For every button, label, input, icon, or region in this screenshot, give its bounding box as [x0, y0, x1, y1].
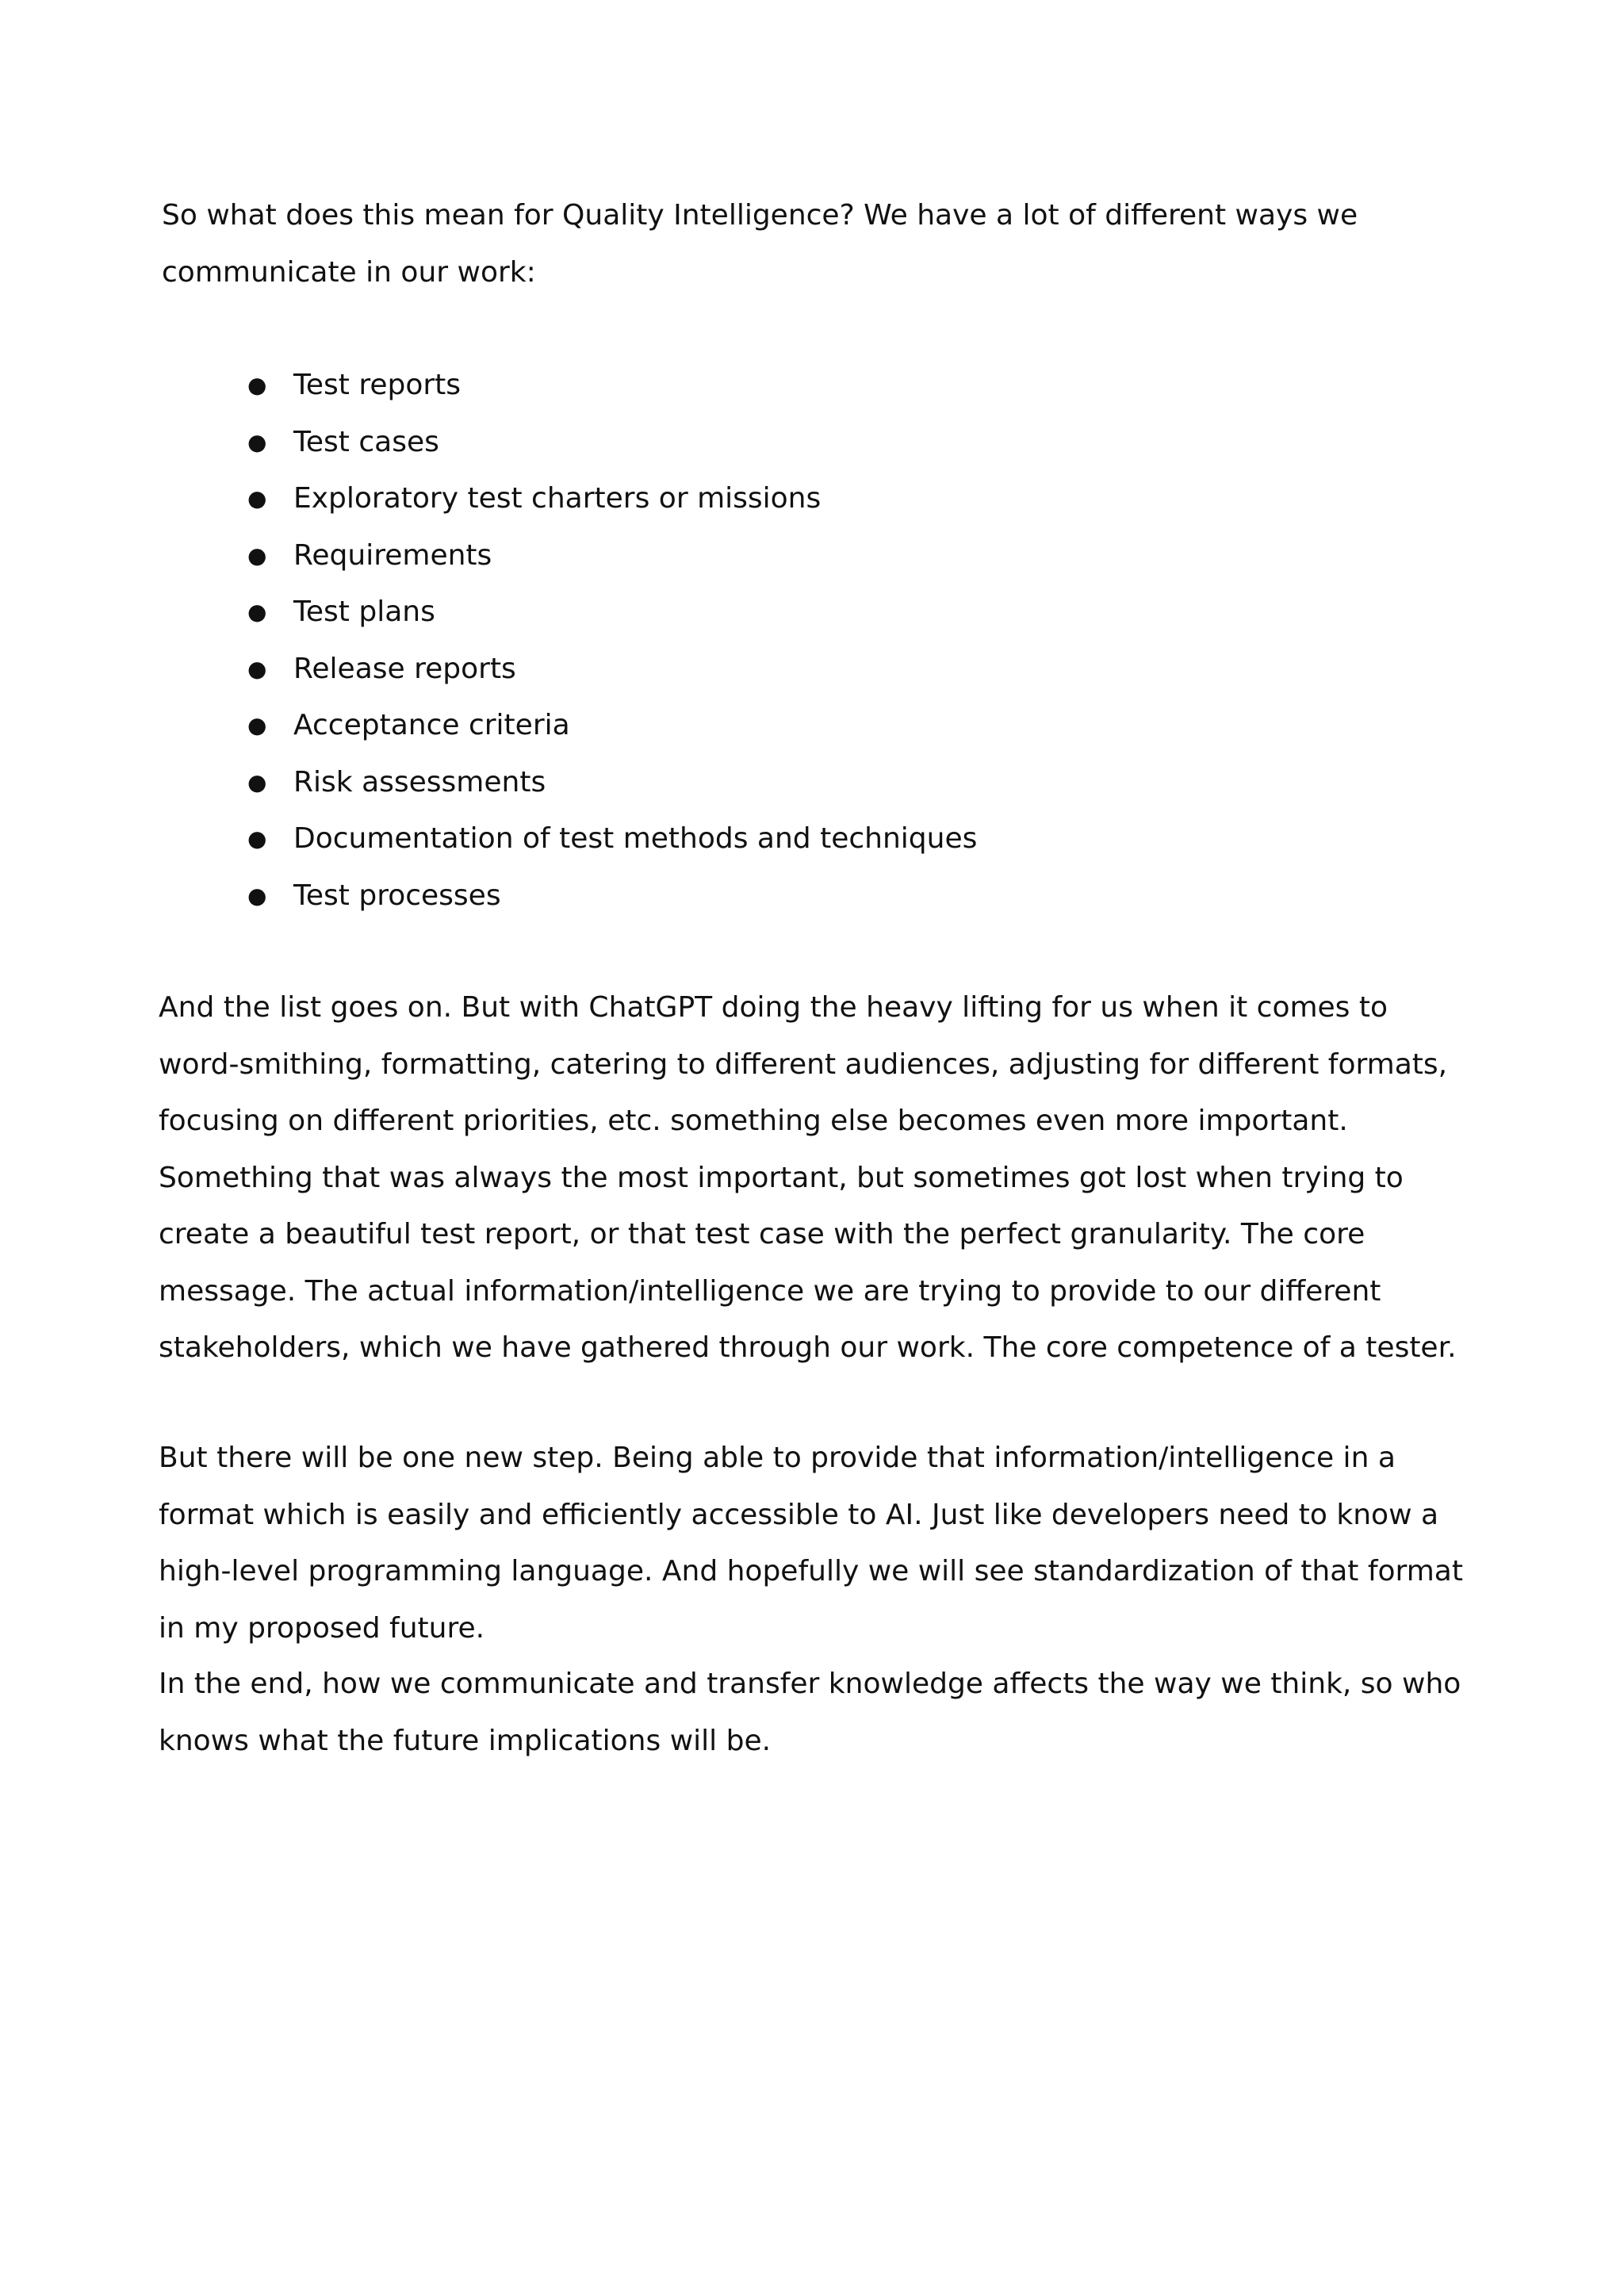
bullet-icon: ● — [247, 372, 267, 398]
body-paragraph-3: In the end, how we communicate and transfer knowledge affects the way we think, so who knows what the future implications will be. — [159, 1668, 1461, 1757]
list-item-label: Documentation of test methods and techniques — [293, 822, 978, 855]
list-item-label: Requirements — [293, 538, 492, 572]
list-item — [0, 754, 1427, 811]
list-item — [0, 414, 1427, 471]
list-item — [0, 641, 1427, 698]
bullet-icon: ● — [247, 882, 267, 909]
list-item — [0, 357, 1427, 414]
bullet-icon: ● — [247, 599, 267, 625]
bullet-icon: ● — [247, 768, 267, 795]
list-item — [0, 527, 1427, 584]
bullet-icon: ● — [247, 712, 267, 738]
list-item-label: Exploratory test charters or missions — [293, 482, 822, 515]
list-item — [0, 584, 1427, 641]
bullet-icon: ● — [247, 825, 267, 852]
list-item — [0, 810, 1427, 867]
list-item-label: Release reports — [293, 652, 516, 685]
body-paragraph-1: And the list goes on. But with ChatGPT doing the heavy lifting for us when it comes to word-smithing, formatting, catering to different audiences, adjusting for different formats, focusing on different priorities, etc. something else becomes even more important. Something that was always the most important, but sometimes got lost when trying to create a beautiful test report, or that test case with the perfect granularity. The core message. The actual information/intelligence we are trying to provide to our different stakeholders, which we have gathered through our work. The core competence of a tester. — [159, 991, 1457, 1364]
list-item — [0, 470, 1427, 527]
list-item-label: Test reports — [293, 369, 462, 401]
list-item-label: Test cases — [293, 425, 439, 458]
list-item — [0, 867, 1427, 925]
communication-list — [0, 357, 1427, 924]
bullet-icon: ● — [247, 542, 267, 569]
bullet-icon: ● — [247, 485, 267, 511]
list-item-label: Test processes — [293, 879, 501, 912]
bullet-icon: ● — [247, 655, 267, 682]
intro-paragraph: So what does this mean for Quality Intelligence? We have a lot of different ways we communicate in our work: — [162, 199, 1358, 289]
bullet-icon: ● — [247, 428, 267, 455]
list-item-label: Test plans — [293, 596, 435, 628]
body-paragraph-2: But there will be one new step. Being able to provide that information/intelligence in a format which is easily and efficiently accessible to AI. Just like developers need to know a high-level programming language. And hopefully we will see standardization of that format in my proposed future. — [159, 1442, 1463, 1645]
list-item — [0, 697, 1427, 754]
list-item-label: Risk assessments — [293, 765, 546, 798]
list-item-label: Acceptance criteria — [293, 709, 570, 741]
